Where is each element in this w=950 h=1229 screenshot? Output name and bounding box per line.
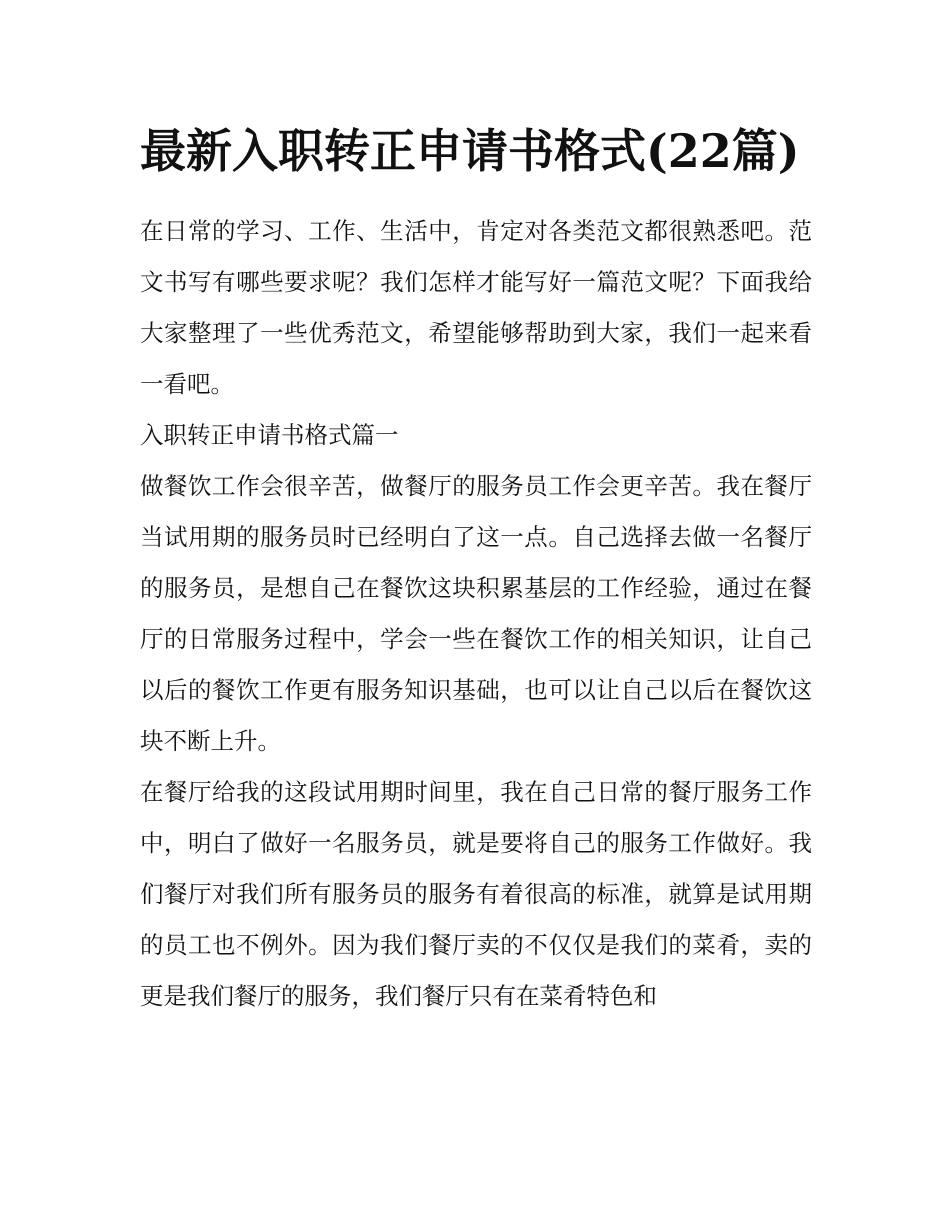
document-title: 最新入职转正申请书格式(22篇)	[140, 124, 800, 178]
intro-paragraph: 在日常的学习、工作、生活中，肯定对各类范文都很熟悉吧。范文书写有哪些要求呢？我们怎样才能写好一篇范文呢？下面我给大家整理了一些优秀范文，希望能够帮助到大家，我们一起来看一看吧。	[140, 217, 812, 398]
section-heading: 入职转正申请书格式篇一	[140, 421, 399, 449]
document-body	[140, 112, 812, 1022]
body-paragraph-2: 在餐厅给我的这段试用期时间里，我在自己日常的餐厅服务工作中，明白了做好一名服务员，就是要将自己的服务工作做好。我们餐厅对我们所有服务员的服务有着很高的标准，就算是试用期的员工也不例外。因为我们餐厅卖的不仅仅是我们的菜肴，卖的更是我们餐厅的服务，我们餐厅只有在菜肴特色和	[140, 778, 812, 1010]
body-paragraph-1: 做餐饮工作会很辛苦，做餐厅的服务员工作会更辛苦。我在餐厅当试用期的服务员时已经明白了这一点。自己选择去做一名餐厅的服务员，是想自己在餐饮这块积累基层的工作经验，通过在餐厅的日常服务过程中，学会一些在餐饮工作的相关知识，让自己以后的餐饮工作更有服务知识基础，也可以让自己以后在餐饮这块不断上升。	[140, 472, 812, 755]
